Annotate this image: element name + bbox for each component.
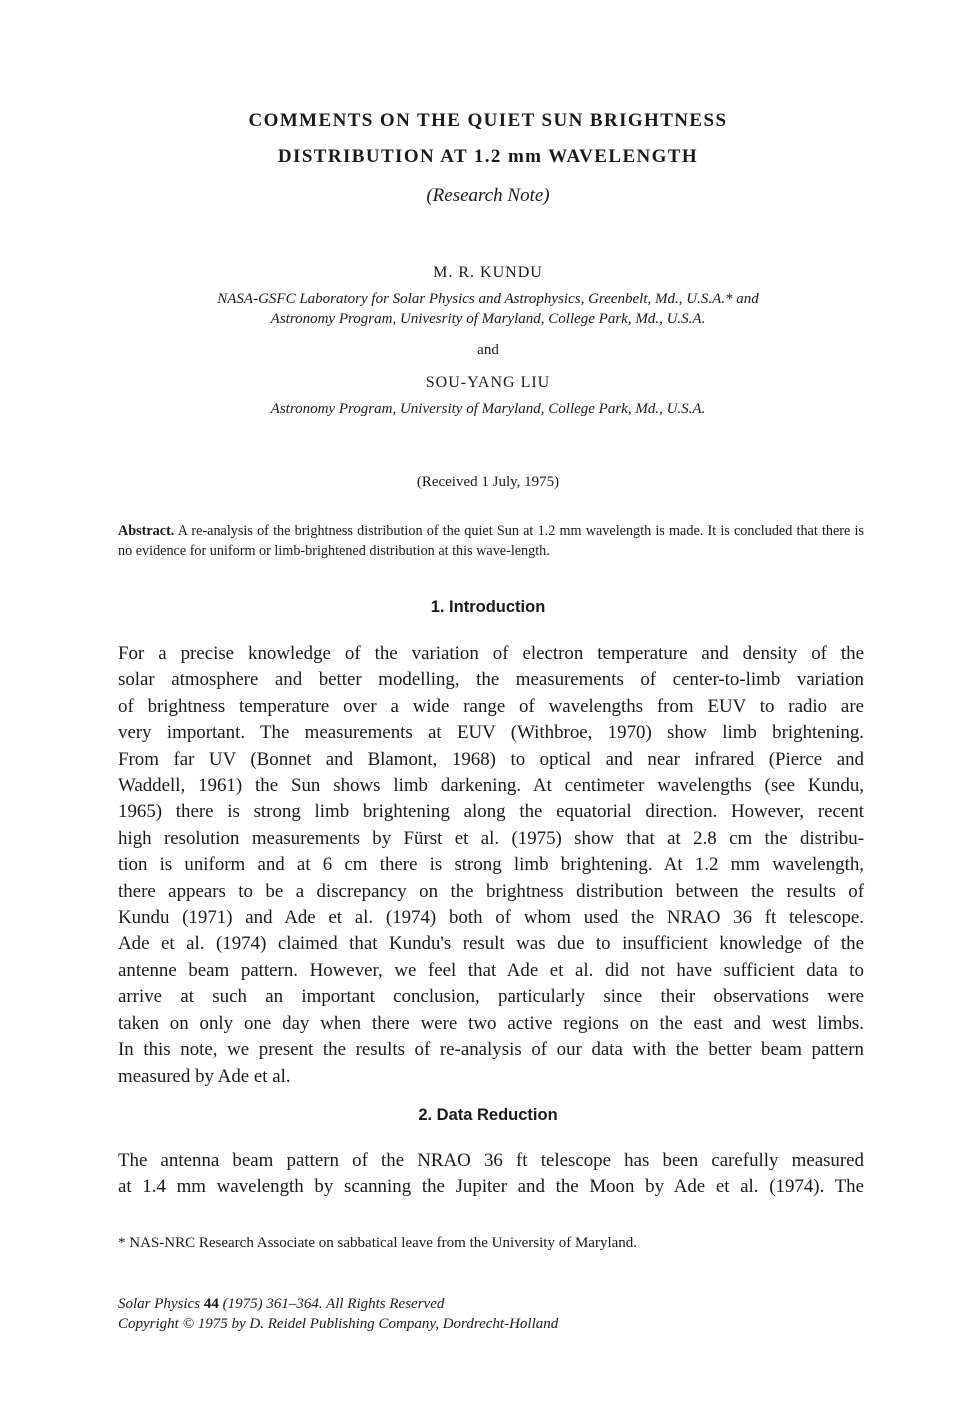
journal-pages-rights: (1975) 361–364. All Rights Reserved (218, 1296, 445, 1312)
text-line: solar atmosphere and better modelling, the measurements of center-to-limb variation (118, 669, 864, 691)
text-line: 1965) there is strong limb brightening along the equatorial direction. However, recent (118, 801, 864, 823)
text-line: tion is uniform and at 6 cm there is strong limb brightening. At 1.2 mm wavelength, (118, 854, 864, 876)
text-line: Kundu (1971) and Ade et al. (1974) both of whom used the NRAO 36 ft telescope. (118, 907, 864, 929)
text-line: antenne beam pattern. However, we feel that Ade et al. did not have sufficient data to (118, 959, 864, 981)
research-note-label: (Research Note) (426, 185, 550, 206)
section-heading-introduction: 1. Introduction (430, 598, 546, 616)
text-line: of brightness temperature over a wide range of wavelengths from EUV to radio are (118, 695, 864, 717)
abstract-text: A re-analysis of the brightness distribution of the quiet Sun at 1.2 mm wavelength is made. It is concluded that there is no evidence for uniform or limb-brightened distribution at this wave-length. (118, 523, 864, 559)
author-conjunction: and (477, 342, 499, 358)
received-date: (Received 1 July, 1975) (416, 474, 560, 490)
text-line: Waddell, 1961) the Sun shows limb darkening. At centimeter wavelengths (see Kundu, (118, 775, 864, 797)
section-heading-data-reduction: 2. Data Reduction (418, 1106, 558, 1124)
paper-title-line-2: DISTRIBUTION AT 1.2 mm WAVELENGTH (277, 146, 699, 167)
text-line: measured by Ade et al. (118, 1065, 291, 1087)
author-2: SOU-YANG LIU (425, 374, 551, 391)
journal-volume: 44 (203, 1296, 219, 1312)
text-line: In this note, we present the results of re-analysis of our data with the better beam pattern (118, 1039, 864, 1061)
text-line: there appears to be a discrepancy on the brightness distribution between the results of (118, 880, 864, 902)
text-line: The antenna beam pattern of the NRAO 36 ft telescope has been carefully measured (118, 1150, 864, 1171)
footnote: * NAS-NRC Research Associate on sabbatical leave from the University of Maryland. (118, 1235, 638, 1251)
author-1: M. R. KUNDU (433, 264, 543, 281)
copyright-line: Copyright © 1975 by D. Reidel Publishing Company, Dordrecht-Holland (118, 1316, 559, 1332)
text-line: very important. The measurements at EUV (Withbroe, 1970) show limb brightening. (118, 722, 864, 744)
text-line: at 1.4 mm wavelength by scanning the Jupiter and the Moon by Ade et al. (1974). The (118, 1176, 864, 1198)
introduction-body (118, 641, 864, 1090)
text-line: For a precise knowledge of the variation of electron temperature and density of the (118, 643, 864, 664)
text-line: taken on only one day when there were two active regions on the east and west limbs. (118, 1012, 864, 1034)
text-line: Ade et al. (1974) claimed that Kundu's result was due to insufficient knowledge of the (118, 933, 864, 955)
abstract (118, 522, 864, 561)
text-line: arrive at such an important conclusion, particularly since their observations were (118, 986, 864, 1008)
affiliation-2: Astronomy Program, University of Maryland, College Park, Md., U.S.A. (270, 401, 706, 417)
journal-name: Solar Physics (118, 1296, 204, 1312)
text-line: From far UV (Bonnet and Blamont, 1968) to optical and near infrared (Pierce and (118, 748, 864, 770)
text-line: high resolution measurements by Fürst et al. (1975) show that at 2.8 cm the distribu- (118, 827, 864, 849)
abstract-label: Abstract. (118, 523, 175, 539)
data-reduction-body (118, 1148, 864, 1201)
affiliation-1-line-1: NASA-GSFC Laboratory for Solar Physics and Astrophysics, Greenbelt, Md., U.S.A.* and (217, 291, 759, 307)
paper-title-line-1: COMMENTS ON THE QUIET SUN BRIGHTNESS (248, 110, 728, 131)
affiliation-1-line-2: Astronomy Program, Univesrity of Maryland, College Park, Md., U.S.A. (270, 311, 706, 327)
journal-citation (118, 1294, 864, 1314)
